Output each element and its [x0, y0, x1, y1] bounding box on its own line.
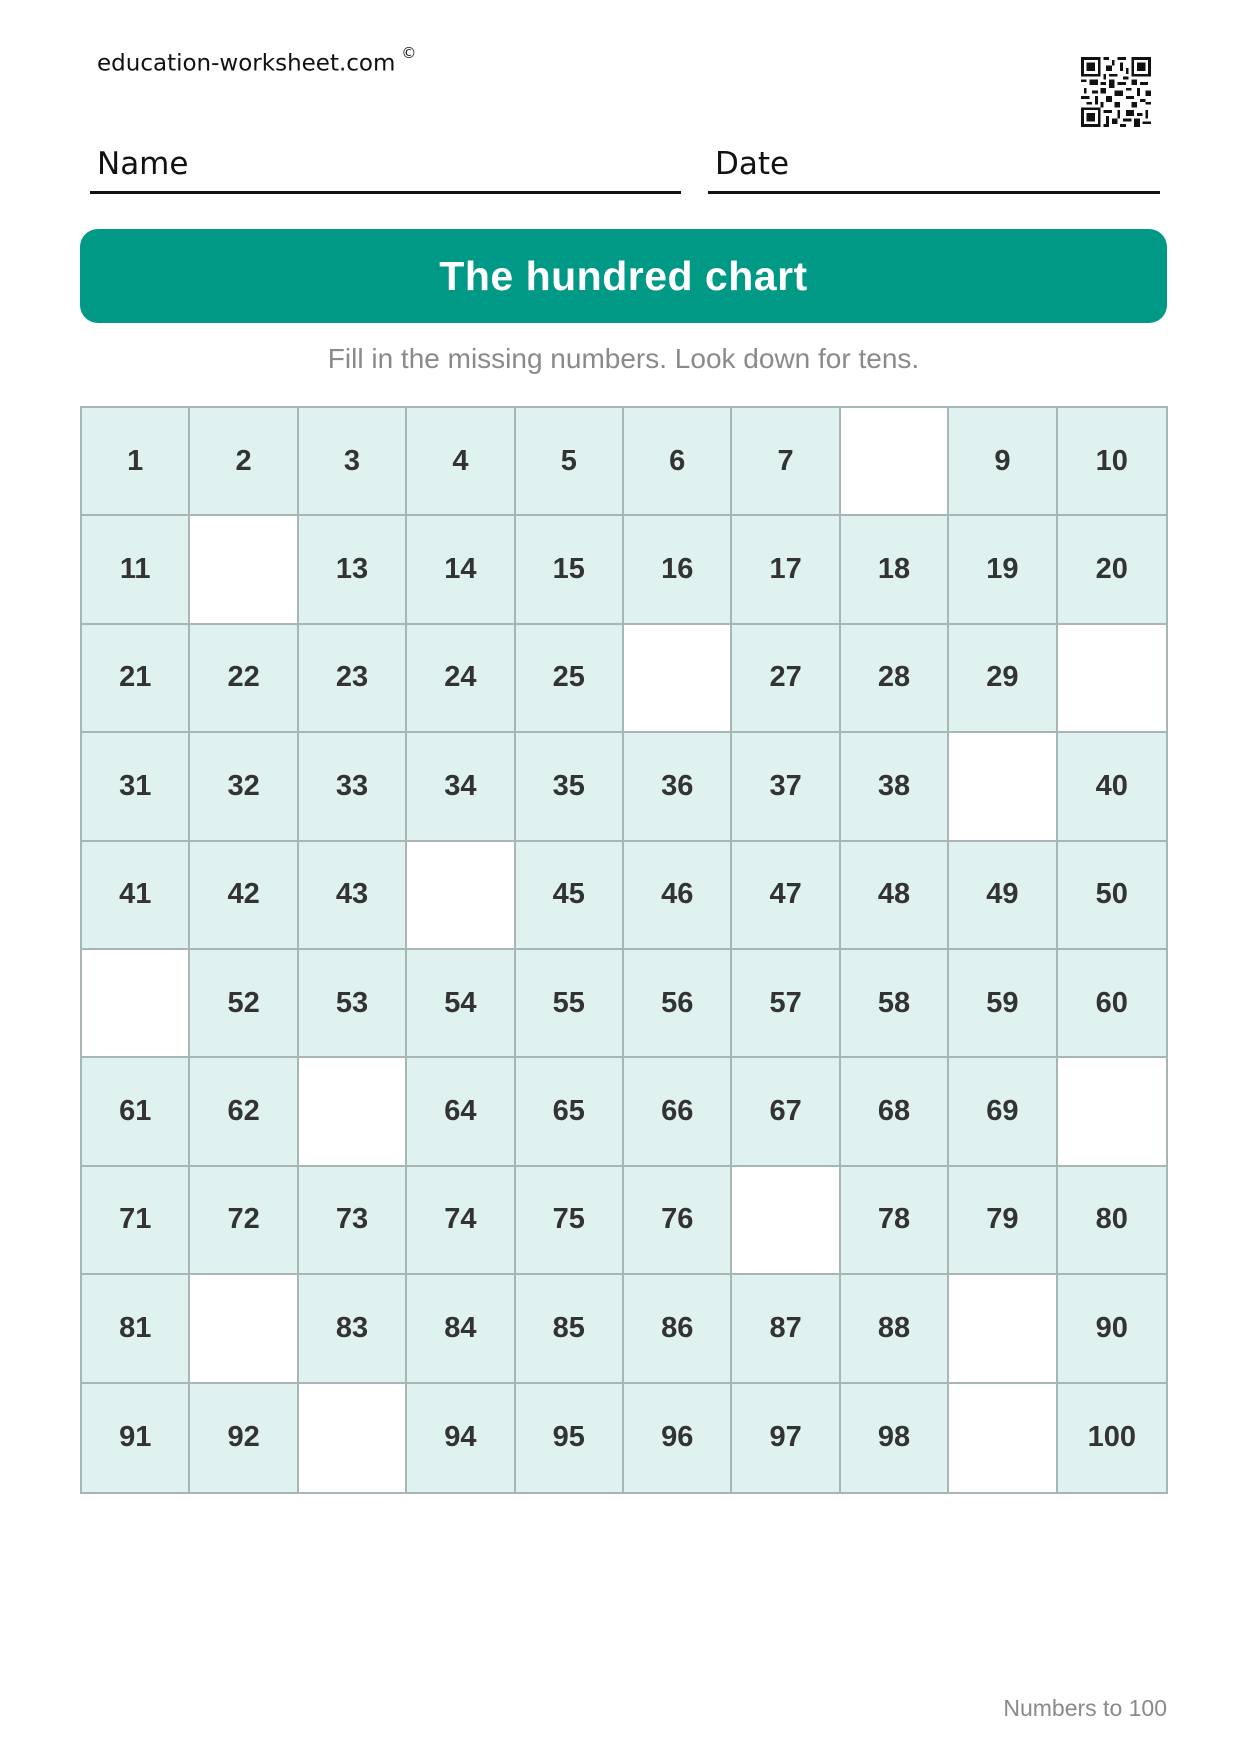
number-cell: 68: [841, 1058, 949, 1166]
blank-cell[interactable]: [190, 516, 298, 624]
blank-cell[interactable]: [1058, 625, 1166, 733]
hundred-chart-grid: [80, 406, 1168, 1494]
site-name: education-worksheet.com: [97, 50, 396, 77]
number-cell: 76: [624, 1167, 732, 1275]
number-cell: 36: [624, 733, 732, 841]
number-cell: 42: [190, 842, 298, 950]
number-cell: 83: [299, 1275, 407, 1383]
number-cell: 48: [841, 842, 949, 950]
number-cell: 74: [407, 1167, 515, 1275]
date-label: Date: [715, 146, 790, 182]
number-cell: 45: [516, 842, 624, 950]
number-cell: 1: [82, 408, 190, 516]
number-cell: 43: [299, 842, 407, 950]
number-cell: 22: [190, 625, 298, 733]
number-cell: 53: [299, 950, 407, 1058]
number-cell: 94: [407, 1384, 515, 1492]
blank-cell[interactable]: [299, 1384, 407, 1492]
number-cell: 73: [299, 1167, 407, 1275]
number-cell: 35: [516, 733, 624, 841]
number-cell: 86: [624, 1275, 732, 1383]
number-cell: 65: [516, 1058, 624, 1166]
number-cell: 6: [624, 408, 732, 516]
number-cell: 34: [407, 733, 515, 841]
number-cell: 28: [841, 625, 949, 733]
number-cell: 37: [732, 733, 840, 841]
number-cell: 10: [1058, 408, 1166, 516]
number-cell: 96: [624, 1384, 732, 1492]
number-cell: 31: [82, 733, 190, 841]
instruction-text: Fill in the missing numbers. Look down for tens.: [327, 343, 920, 374]
number-cell: 88: [841, 1275, 949, 1383]
number-cell: 11: [82, 516, 190, 624]
number-cell: 7: [732, 408, 840, 516]
number-cell: 3: [299, 408, 407, 516]
number-cell: 57: [732, 950, 840, 1058]
number-cell: 69: [949, 1058, 1057, 1166]
number-cell: 5: [516, 408, 624, 516]
number-cell: 97: [732, 1384, 840, 1492]
number-cell: 100: [1058, 1384, 1166, 1492]
number-cell: 18: [841, 516, 949, 624]
number-cell: 59: [949, 950, 1057, 1058]
number-cell: 80: [1058, 1167, 1166, 1275]
number-cell: 19: [949, 516, 1057, 624]
number-cell: 29: [949, 625, 1057, 733]
number-cell: 41: [82, 842, 190, 950]
blank-cell[interactable]: [407, 842, 515, 950]
number-cell: 71: [82, 1167, 190, 1275]
blank-cell[interactable]: [949, 1384, 1057, 1492]
number-cell: 25: [516, 625, 624, 733]
number-cell: 95: [516, 1384, 624, 1492]
blank-cell[interactable]: [841, 408, 949, 516]
number-cell: 47: [732, 842, 840, 950]
number-cell: 56: [624, 950, 732, 1058]
number-cell: 58: [841, 950, 949, 1058]
name-label: Name: [97, 146, 189, 182]
number-cell: 32: [190, 733, 298, 841]
number-cell: 13: [299, 516, 407, 624]
number-cell: 49: [949, 842, 1057, 950]
footer-topic: Numbers to 100: [1003, 1695, 1167, 1721]
site-header: [97, 44, 417, 77]
qr-code-icon: [1081, 57, 1151, 127]
number-cell: 61: [82, 1058, 190, 1166]
number-cell: 50: [1058, 842, 1166, 950]
number-cell: 38: [841, 733, 949, 841]
number-cell: 20: [1058, 516, 1166, 624]
number-cell: 67: [732, 1058, 840, 1166]
number-cell: 72: [190, 1167, 298, 1275]
number-cell: 78: [841, 1167, 949, 1275]
number-cell: 54: [407, 950, 515, 1058]
title-banner: [80, 229, 1167, 323]
number-cell: 24: [407, 625, 515, 733]
blank-cell[interactable]: [1058, 1058, 1166, 1166]
page-title: The hundred chart: [439, 252, 808, 299]
number-cell: 23: [299, 625, 407, 733]
number-cell: 52: [190, 950, 298, 1058]
number-cell: 91: [82, 1384, 190, 1492]
number-cell: 64: [407, 1058, 515, 1166]
number-cell: 17: [732, 516, 840, 624]
number-cell: 14: [407, 516, 515, 624]
blank-cell[interactable]: [949, 733, 1057, 841]
number-cell: 40: [1058, 733, 1166, 841]
number-cell: 98: [841, 1384, 949, 1492]
number-cell: 9: [949, 408, 1057, 516]
number-cell: 27: [732, 625, 840, 733]
number-cell: 87: [732, 1275, 840, 1383]
blank-cell[interactable]: [949, 1275, 1057, 1383]
number-cell: 16: [624, 516, 732, 624]
name-field[interactable]: [90, 138, 681, 194]
copyright-symbol: ©: [401, 44, 417, 62]
number-cell: 33: [299, 733, 407, 841]
number-cell: 2: [190, 408, 298, 516]
blank-cell[interactable]: [732, 1167, 840, 1275]
number-cell: 4: [407, 408, 515, 516]
number-cell: 60: [1058, 950, 1166, 1058]
blank-cell[interactable]: [624, 625, 732, 733]
number-cell: 55: [516, 950, 624, 1058]
blank-cell[interactable]: [82, 950, 190, 1058]
blank-cell[interactable]: [190, 1275, 298, 1383]
number-cell: 92: [190, 1384, 298, 1492]
number-cell: 90: [1058, 1275, 1166, 1383]
number-cell: 62: [190, 1058, 298, 1166]
number-cell: 46: [624, 842, 732, 950]
number-cell: 66: [624, 1058, 732, 1166]
number-cell: 21: [82, 625, 190, 733]
number-cell: 81: [82, 1275, 190, 1383]
number-cell: 75: [516, 1167, 624, 1275]
blank-cell[interactable]: [299, 1058, 407, 1166]
number-cell: 84: [407, 1275, 515, 1383]
number-cell: 15: [516, 516, 624, 624]
number-cell: 79: [949, 1167, 1057, 1275]
number-cell: 85: [516, 1275, 624, 1383]
date-field[interactable]: [708, 138, 1160, 194]
